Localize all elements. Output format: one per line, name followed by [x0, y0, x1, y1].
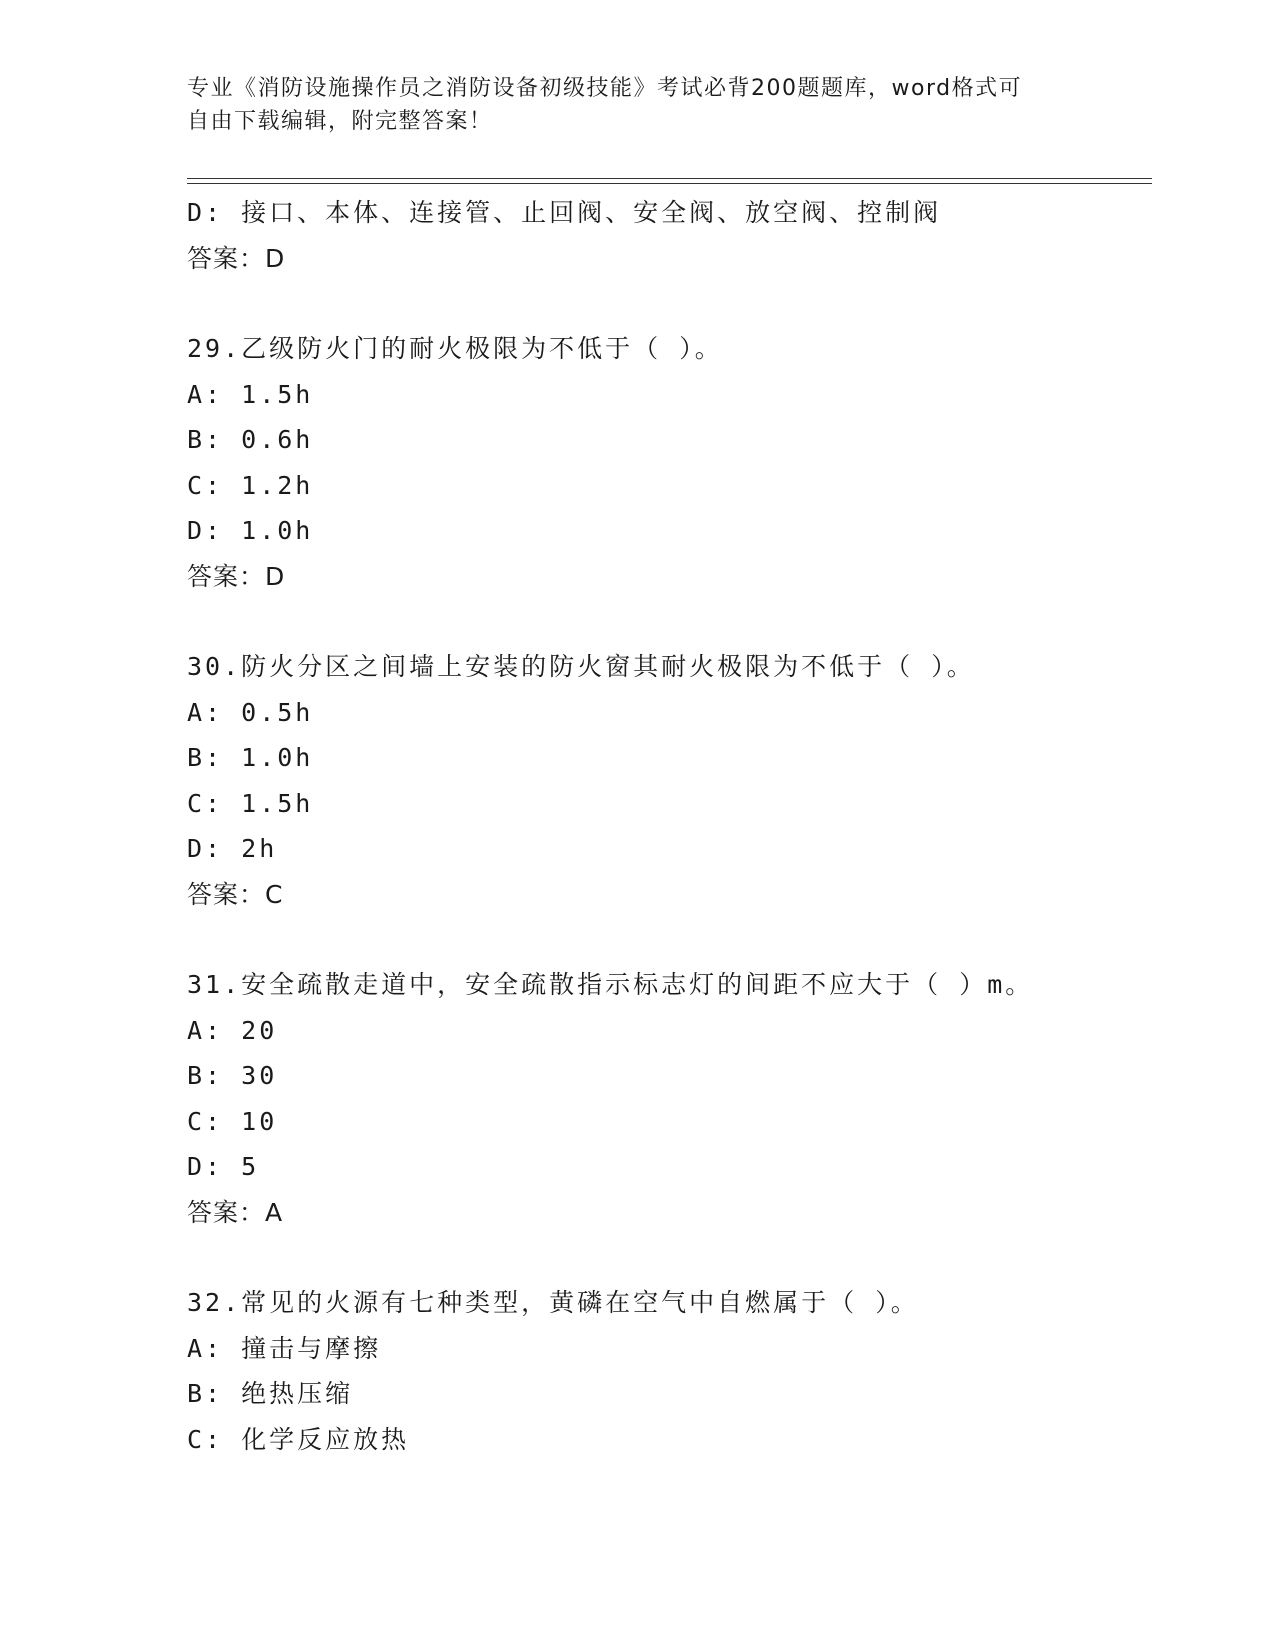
question-block-31	[187, 962, 1152, 1235]
option-a: A: 撞击与摩擦	[187, 1333, 382, 1363]
header-line-1: 专业《消防设施操作员之消防设备初级技能》考试必背200题题库，word格式可	[187, 76, 1023, 101]
option-b: B: 绝热压缩	[187, 1379, 354, 1408]
answer-line: 答案：C	[187, 879, 284, 909]
option-b: B: 1.0h	[187, 743, 314, 772]
option-c: C: 化学反应放热	[187, 1424, 410, 1454]
option-d: D: 2h	[187, 834, 278, 863]
question-block-29	[187, 326, 1152, 599]
option-a: A: 1.5h	[187, 379, 314, 409]
option-b: B: 0.6h	[187, 425, 314, 454]
document-header	[187, 72, 1067, 138]
question-stem: 31.安全疏散走道中，安全疏散指示标志灯的间距不应大于（ ）m。	[187, 970, 1034, 999]
question-block-30	[187, 644, 1152, 917]
option-d: D: 1.0h	[187, 516, 314, 545]
option-c: C: 1.2h	[187, 470, 314, 500]
question-stem: 32.常见的火源有七种类型，黄磷在空气中自燃属于（ ）。	[187, 1288, 919, 1317]
question-list	[187, 190, 1152, 1462]
question-block-28	[187, 190, 1152, 281]
question-block-32	[187, 1280, 1152, 1462]
header-divider-bottom	[187, 183, 1152, 184]
option-d: D: 5	[187, 1152, 260, 1181]
question-stem: 30.防火分区之间墙上安装的防火窗其耐火极限为不低于（ ）。	[187, 652, 975, 681]
header-line-2: 自由下载编辑，附完整答案！	[187, 109, 493, 134]
option-c: C: 10	[187, 1106, 278, 1136]
option-c: C: 1.5h	[187, 788, 314, 818]
answer-line: 答案：A	[187, 1197, 284, 1227]
option-d: D: 接口、本体、连接管、止回阀、安全阀、放空阀、控制阀	[187, 198, 942, 227]
answer-line: 答案：D	[187, 561, 286, 591]
option-a: A: 0.5h	[187, 697, 314, 727]
answer-line: 答案：D	[187, 243, 286, 273]
header-divider-top	[187, 178, 1152, 179]
option-b: B: 30	[187, 1061, 278, 1090]
option-a: A: 20	[187, 1015, 278, 1045]
question-stem: 29.乙级防火门的耐火极限为不低于（ ）。	[187, 334, 723, 363]
